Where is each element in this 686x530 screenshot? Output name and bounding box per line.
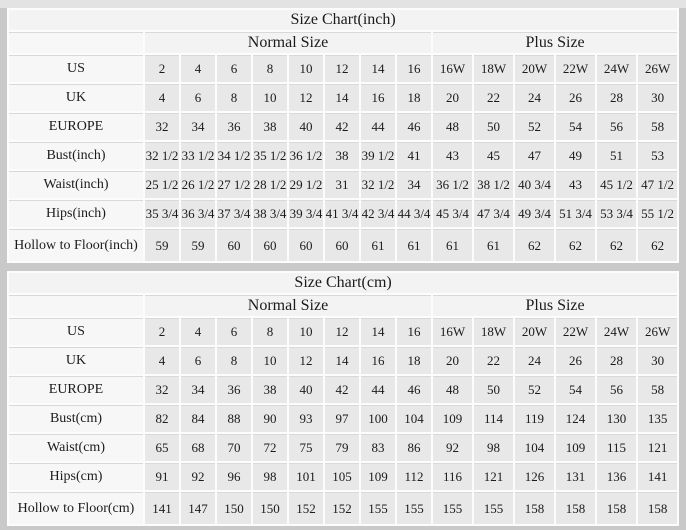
table-cell: 114 (474, 405, 513, 432)
table-cell: 38 3/4 (253, 200, 287, 227)
row-label: EUROPE (9, 376, 143, 403)
table-cell: 121 (638, 434, 677, 461)
table-cell: 34 (181, 113, 215, 140)
table-cell: 32 (145, 113, 179, 140)
table-cell: 42 3/4 (361, 200, 395, 227)
table-cell: 38 (253, 376, 287, 403)
table-cell: 34 (181, 376, 215, 403)
table-cell: 60 (217, 229, 251, 261)
table-cell: 34 1/2 (217, 142, 251, 169)
table-cell: 28 (597, 347, 636, 374)
table-cell: 53 (638, 142, 677, 169)
table-cell: 44 (361, 376, 395, 403)
table-cell: 116 (433, 463, 472, 490)
table-cell: 44 3/4 (397, 200, 431, 227)
table-cell: 158 (556, 492, 595, 524)
table-cell: 104 (397, 405, 431, 432)
table-cell: 91 (145, 463, 179, 490)
table-cell: 62 (638, 229, 677, 261)
table-cell: 109 (361, 463, 395, 490)
table-cell: 92 (433, 434, 472, 461)
table-cell: 51 3/4 (556, 200, 595, 227)
table-cell: 141 (145, 492, 179, 524)
row-label: UK (9, 347, 143, 374)
table-cell: 24W (597, 55, 636, 82)
table-title: Size Chart(cm) (9, 273, 677, 293)
table-cell: 62 (556, 229, 595, 261)
table-row (9, 84, 677, 111)
table-row (9, 142, 677, 169)
table-cell: 24 (515, 347, 554, 374)
table-cell: 61 (361, 229, 395, 261)
table-cell: 29 1/2 (289, 171, 323, 198)
table-cell: 48 (433, 113, 472, 140)
table-cell: 43 (433, 142, 472, 169)
table-cell: 101 (289, 463, 323, 490)
table-cell: 52 (515, 113, 554, 140)
table-cell: 26 1/2 (181, 171, 215, 198)
column-group-header: Normal Size (145, 32, 431, 53)
table-cell: 130 (597, 405, 636, 432)
table-cell: 16 (361, 84, 395, 111)
table-cell: 83 (361, 434, 395, 461)
table-cell: 55 1/2 (638, 200, 677, 227)
row-label: US (9, 55, 143, 82)
row-label: Hips(inch) (9, 200, 143, 227)
table-cell: 2 (145, 318, 179, 345)
table-cell: 121 (474, 463, 513, 490)
table-cell: 53 3/4 (597, 200, 636, 227)
table-cell: 36 3/4 (181, 200, 215, 227)
table-cell: 45 3/4 (433, 200, 472, 227)
table-cell: 65 (145, 434, 179, 461)
table-cell: 4 (145, 84, 179, 111)
table-cell: 10 (253, 84, 287, 111)
table-cell: 16 (397, 55, 431, 82)
table-cell: 97 (325, 405, 359, 432)
table-cell: 93 (289, 405, 323, 432)
corner-cell (9, 295, 143, 316)
size-chart-inch-table (7, 8, 679, 263)
table-row (9, 229, 677, 261)
table-cell: 8 (217, 347, 251, 374)
row-label: Waist(inch) (9, 171, 143, 198)
table-row (9, 113, 677, 140)
table-cell: 104 (515, 434, 554, 461)
table-cell: 14 (325, 84, 359, 111)
table-cell: 10 (253, 347, 287, 374)
table-cell: 42 (325, 376, 359, 403)
row-label: Hollow to Floor(inch) (9, 229, 143, 261)
table-cell: 49 3/4 (515, 200, 554, 227)
table-cell: 46 (397, 376, 431, 403)
table-cell: 47 1/2 (638, 171, 677, 198)
table-cell: 42 (325, 113, 359, 140)
table-cell: 150 (253, 492, 287, 524)
table-cell: 20W (515, 55, 554, 82)
table-cell: 32 1/2 (145, 142, 179, 169)
row-label: Bust(inch) (9, 142, 143, 169)
row-label: EUROPE (9, 113, 143, 140)
table-cell: 18W (474, 318, 513, 345)
table-cell: 25 1/2 (145, 171, 179, 198)
table-cell: 37 3/4 (217, 200, 251, 227)
table-cell: 158 (597, 492, 636, 524)
table-cell: 4 (181, 55, 215, 82)
table-cell: 12 (325, 318, 359, 345)
table-cell: 82 (145, 405, 179, 432)
table-cell: 10 (289, 318, 323, 345)
table-cell: 155 (433, 492, 472, 524)
table-row (9, 376, 677, 403)
table-cell: 35 3/4 (145, 200, 179, 227)
table-cell: 14 (325, 347, 359, 374)
table-cell: 49 (556, 142, 595, 169)
table-cell: 126 (515, 463, 554, 490)
table-cell: 32 1/2 (361, 171, 395, 198)
table-cell: 40 3/4 (515, 171, 554, 198)
table-cell: 45 (474, 142, 513, 169)
table-cell: 18W (474, 55, 513, 82)
table-cell: 52 (515, 376, 554, 403)
table-cell: 28 1/2 (253, 171, 287, 198)
table-cell: 98 (474, 434, 513, 461)
table-cell: 22 (474, 347, 513, 374)
table-cell: 152 (325, 492, 359, 524)
table-cell: 59 (181, 229, 215, 261)
table-cell: 147 (181, 492, 215, 524)
table-cell: 51 (597, 142, 636, 169)
table-cell: 109 (433, 405, 472, 432)
table-cell: 90 (253, 405, 287, 432)
table-row (9, 434, 677, 461)
table-cell: 34 (397, 171, 431, 198)
table-cell: 47 3/4 (474, 200, 513, 227)
table-cell: 14 (361, 318, 395, 345)
table-cell: 59 (145, 229, 179, 261)
table-cell: 70 (217, 434, 251, 461)
table-row (9, 318, 677, 345)
row-label: Waist(cm) (9, 434, 143, 461)
table-cell: 135 (638, 405, 677, 432)
table-cell: 105 (325, 463, 359, 490)
table-cell: 28 (597, 84, 636, 111)
table-row (9, 463, 677, 490)
table-cell: 8 (253, 55, 287, 82)
table-cell: 48 (433, 376, 472, 403)
table-cell: 39 1/2 (361, 142, 395, 169)
table-cell: 61 (433, 229, 472, 261)
table-cell: 16W (433, 318, 472, 345)
table-cell: 36 (217, 113, 251, 140)
row-label: Hollow to Floor(cm) (9, 492, 143, 524)
size-table (7, 271, 679, 526)
corner-cell (9, 32, 143, 53)
table-cell: 115 (597, 434, 636, 461)
table-cell: 54 (556, 113, 595, 140)
table-cell: 6 (181, 84, 215, 111)
table-cell: 6 (217, 55, 251, 82)
table-cell: 60 (289, 229, 323, 261)
table-cell: 136 (597, 463, 636, 490)
table-cell: 43 (556, 171, 595, 198)
table-cell: 6 (181, 347, 215, 374)
table-cell: 36 1/2 (289, 142, 323, 169)
table-cell: 16W (433, 55, 472, 82)
table-cell: 158 (638, 492, 677, 524)
table-cell: 30 (638, 84, 677, 111)
table-row (9, 171, 677, 198)
table-cell: 109 (556, 434, 595, 461)
table-cell: 4 (145, 347, 179, 374)
table-cell: 20 (433, 84, 472, 111)
row-label: Hips(cm) (9, 463, 143, 490)
table-row (9, 55, 677, 82)
table-cell: 158 (515, 492, 554, 524)
table-cell: 155 (361, 492, 395, 524)
table-cell: 46 (397, 113, 431, 140)
table-cell: 26W (638, 318, 677, 345)
table-cell: 22W (556, 55, 595, 82)
table-cell: 8 (217, 84, 251, 111)
column-group-header: Plus Size (433, 32, 677, 53)
column-group-header: Plus Size (433, 295, 677, 316)
table-cell: 24W (597, 318, 636, 345)
size-table (7, 8, 679, 263)
table-cell: 62 (597, 229, 636, 261)
table-cell: 40 (289, 376, 323, 403)
table-cell: 98 (253, 463, 287, 490)
table-cell: 86 (397, 434, 431, 461)
table-cell: 61 (474, 229, 513, 261)
table-cell: 38 (325, 142, 359, 169)
table-cell: 26 (556, 347, 595, 374)
table-cell: 92 (181, 463, 215, 490)
table-cell: 141 (638, 463, 677, 490)
table-cell: 152 (289, 492, 323, 524)
table-cell: 61 (397, 229, 431, 261)
table-cell: 10 (289, 55, 323, 82)
table-cell: 12 (325, 55, 359, 82)
table-cell: 41 (397, 142, 431, 169)
table-cell: 32 (145, 376, 179, 403)
table-cell: 38 1/2 (474, 171, 513, 198)
column-group-header: Normal Size (145, 295, 431, 316)
table-cell: 58 (638, 113, 677, 140)
table-cell: 18 (397, 84, 431, 111)
table-cell: 155 (397, 492, 431, 524)
table-cell: 12 (289, 347, 323, 374)
table-cell: 8 (253, 318, 287, 345)
table-cell: 75 (289, 434, 323, 461)
size-chart-cm-table (7, 271, 679, 526)
table-cell: 33 1/2 (181, 142, 215, 169)
table-cell: 50 (474, 113, 513, 140)
table-cell: 155 (474, 492, 513, 524)
table-cell: 14 (361, 55, 395, 82)
table-row (9, 200, 677, 227)
table-cell: 16 (397, 318, 431, 345)
row-label: UK (9, 84, 143, 111)
table-cell: 47 (515, 142, 554, 169)
table-cell: 41 3/4 (325, 200, 359, 227)
table-cell: 131 (556, 463, 595, 490)
table-cell: 22W (556, 318, 595, 345)
table-cell: 36 1/2 (433, 171, 472, 198)
table-cell: 26 (556, 84, 595, 111)
table-cell: 54 (556, 376, 595, 403)
row-label: Bust(cm) (9, 405, 143, 432)
table-cell: 2 (145, 55, 179, 82)
table-cell: 79 (325, 434, 359, 461)
table-cell: 56 (597, 113, 636, 140)
table-cell: 60 (253, 229, 287, 261)
table-cell: 27 1/2 (217, 171, 251, 198)
table-title: Size Chart(inch) (9, 10, 677, 30)
table-cell: 6 (217, 318, 251, 345)
table-cell: 24 (515, 84, 554, 111)
row-label: US (9, 318, 143, 345)
table-cell: 39 3/4 (289, 200, 323, 227)
table-cell: 119 (515, 405, 554, 432)
table-row (9, 405, 677, 432)
table-cell: 50 (474, 376, 513, 403)
table-cell: 20W (515, 318, 554, 345)
page-top-margin (0, 0, 686, 8)
table-cell: 62 (515, 229, 554, 261)
table-cell: 100 (361, 405, 395, 432)
table-cell: 30 (638, 347, 677, 374)
table-row (9, 492, 677, 524)
table-cell: 44 (361, 113, 395, 140)
table-cell: 40 (289, 113, 323, 140)
table-cell: 72 (253, 434, 287, 461)
table-cell: 38 (253, 113, 287, 140)
table-cell: 58 (638, 376, 677, 403)
table-cell: 56 (597, 376, 636, 403)
table-cell: 36 (217, 376, 251, 403)
table-row (9, 347, 677, 374)
table-cell: 12 (289, 84, 323, 111)
table-cell: 45 1/2 (597, 171, 636, 198)
table-cell: 124 (556, 405, 595, 432)
table-cell: 20 (433, 347, 472, 374)
table-cell: 112 (397, 463, 431, 490)
table-cell: 35 1/2 (253, 142, 287, 169)
table-cell: 26W (638, 55, 677, 82)
table-cell: 150 (217, 492, 251, 524)
table-cell: 4 (181, 318, 215, 345)
table-cell: 22 (474, 84, 513, 111)
table-cell: 96 (217, 463, 251, 490)
table-cell: 18 (397, 347, 431, 374)
table-cell: 60 (325, 229, 359, 261)
table-cell: 31 (325, 171, 359, 198)
table-cell: 88 (217, 405, 251, 432)
table-cell: 16 (361, 347, 395, 374)
table-cell: 68 (181, 434, 215, 461)
table-cell: 84 (181, 405, 215, 432)
